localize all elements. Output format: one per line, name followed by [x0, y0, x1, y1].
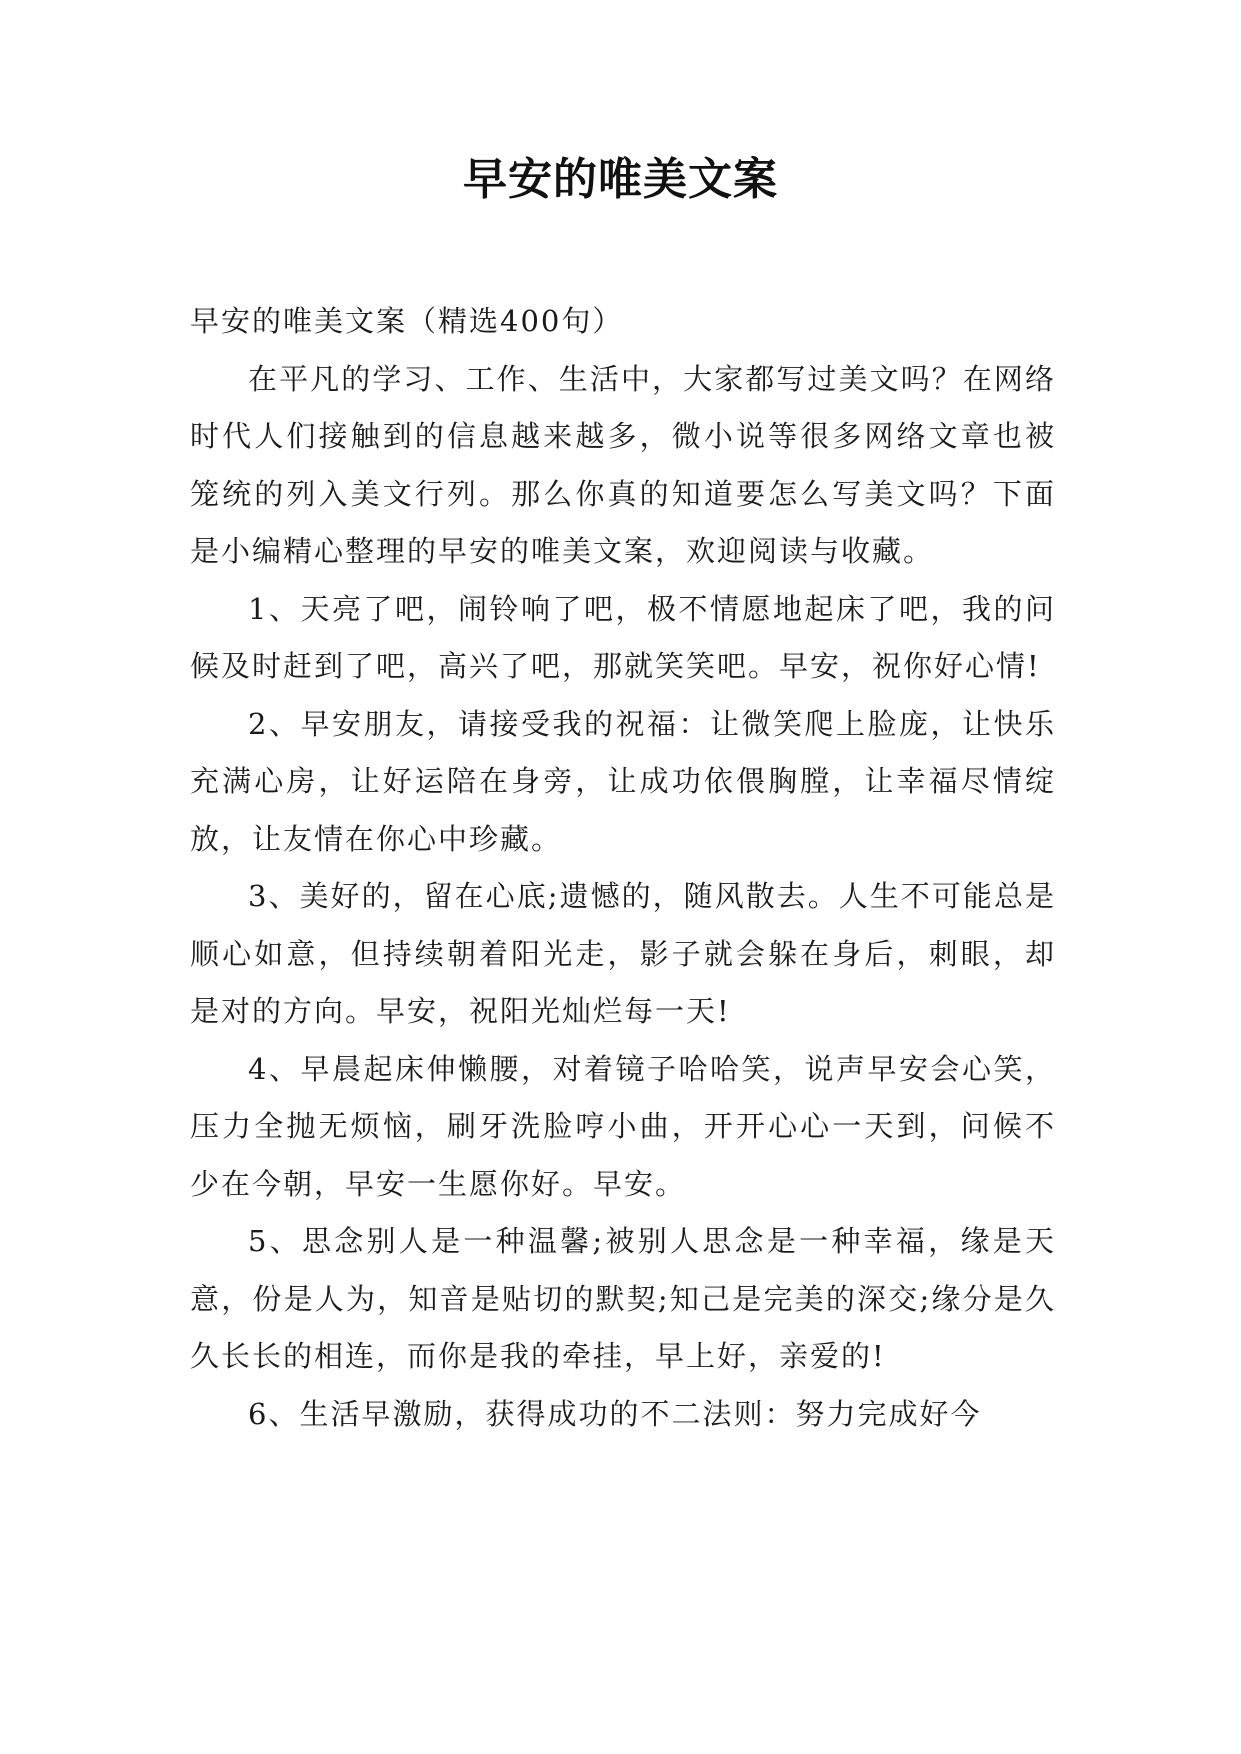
paragraph-5: 5、思念别人是一种温馨;被别人思念是一种幸福，缘是天意，份是人为，知音是贴切的默契;知己是完美的深交;缘分是久久长长的相连，而你是我的牵挂，早上好，亲爱的!	[190, 1224, 1056, 1373]
paragraph-3: 3、美好的，留在心底;遗憾的，随风散去。人生不可能总是顺心如意，但持续朝着阳光走，影子就会躲在身后，刺眼，却是对的方向。早安，祝阳光灿烂每一天!	[190, 879, 1056, 1028]
document-body	[190, 293, 1056, 1443]
paragraph-1: 1、天亮了吧，闹铃响了吧，极不情愿地起床了吧，我的问候及时赶到了吧，高兴了吧，那就笑笑吧。早安，祝你好心情!	[190, 591, 1056, 683]
intro-paragraph: 在平凡的学习、工作、生活中，大家都写过美文吗？在网络时代人们接触到的信息越来越多，微小说等很多网络文章也被笼统的列入美文行列。那么你真的知道要怎么写美文吗？下面是小编精心整理的早安的唯美文案，欢迎阅读与收藏。	[190, 361, 1056, 568]
paragraph-2: 2、早安朋友，请接受我的祝福：让微笑爬上脸庞，让快乐充满心房，让好运陪在身旁，让成功依偎胸膛，让幸福尽情绽放，让友情在你心中珍藏。	[190, 706, 1056, 856]
document-subtitle: 早安的唯美文案（精选400句）	[190, 304, 624, 338]
document-title: 早安的唯美文案	[463, 154, 778, 205]
paragraph-4: 4、早晨起床伸懒腰，对着镜子哈哈笑，说声早安会心笑，压力全抛无烦恼，刷牙洗脸哼小曲，开开心心一天到，问候不少在今朝，早安一生愿你好。早安。	[190, 1051, 1056, 1201]
paragraph-6: 6、生活早激励，获得成功的不二法则：努力完成好今	[248, 1396, 982, 1431]
